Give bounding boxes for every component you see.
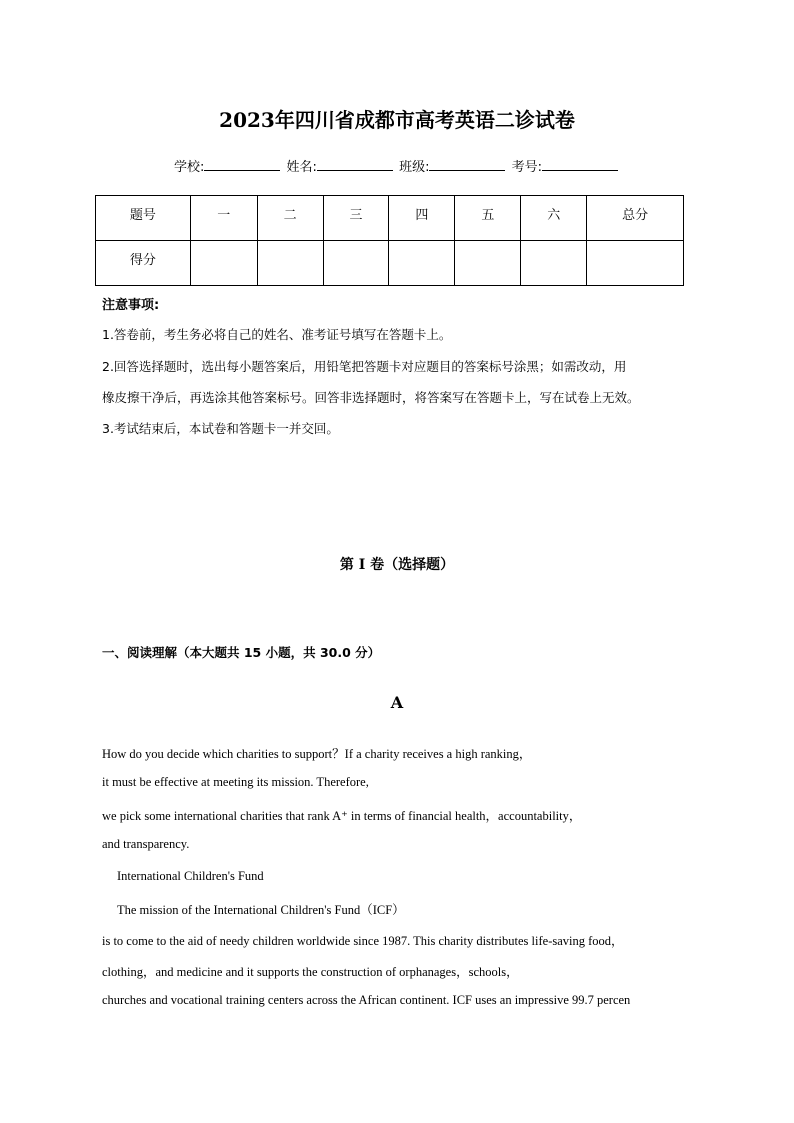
passage-line: and transparency. (102, 837, 190, 851)
passage-line: The mission of the International Children's Fund（ICF） (117, 903, 405, 917)
score-table-score-row (96, 241, 684, 286)
part-title: 第 I 卷（选择题） (339, 557, 455, 573)
class-label: 班级: (399, 160, 430, 175)
notice-item: 1.答卷前，考生务必将自己的姓名、准考证号填写在答题卡上。 (102, 327, 452, 342)
header-cell: 题号 (96, 196, 191, 241)
header-cell: 一 (190, 196, 257, 241)
notice-heading: 注意事项: (102, 298, 160, 313)
passage-letter: A (390, 693, 404, 712)
score-cell[interactable] (257, 241, 323, 286)
header-cell: 五 (455, 196, 521, 241)
name-blank[interactable] (317, 158, 393, 171)
score-row-label: 得分 (96, 241, 191, 286)
header-cell: 二 (257, 196, 323, 241)
score-table (95, 195, 684, 286)
exam-no-label: 考号: (511, 160, 542, 175)
score-cell[interactable] (190, 241, 257, 286)
notice-item: 3.考试结束后，本试卷和答题卡一并交回。 (102, 421, 339, 436)
notice-item: 2.回答选择题时，选出每小题答案后，用铅笔把答题卡对应题目的答案标号涂黑；如需改动，用 (102, 359, 627, 374)
student-info-fields (0, 156, 794, 175)
score-cell[interactable] (521, 241, 587, 286)
passage-line: churches and vocational training centers across the African continent. ICF uses an impressive 99.7 percen (102, 993, 631, 1007)
passage-heading: International Children's Fund (117, 869, 264, 883)
header-cell: 总分 (587, 196, 684, 241)
passage-line: it must be effective at meeting its mission. Therefore, (102, 775, 369, 789)
notice-item: 橡皮擦干净后，再选涂其他答案标号。回答非选择题时，将答案写在答题卡上，写在试卷上无效。 (102, 390, 640, 405)
exam-no-blank[interactable] (542, 158, 618, 171)
header-cell: 六 (521, 196, 587, 241)
score-cell[interactable] (389, 241, 455, 286)
passage-line: clothing，and medicine and it supports the construction of orphanages，schools， (102, 965, 519, 979)
score-cell[interactable] (455, 241, 521, 286)
header-cell: 四 (389, 196, 455, 241)
score-cell[interactable] (323, 241, 389, 286)
name-label: 姓名: (286, 160, 317, 175)
score-table-header-row (96, 196, 684, 241)
passage-line: is to come to the aid of needy children worldwide since 1987. This charity distributes life-saving food， (102, 934, 624, 948)
passage-line: we pick some international charities that rank A⁺ in terms of financial health，accountability， (102, 809, 582, 823)
passage-line: How do you decide which charities to support？If a charity receives a high ranking， (102, 747, 532, 761)
school-blank[interactable] (204, 158, 280, 171)
section-title: 一、阅读理解（本大题共 15 小题，共 30.0 分） (102, 645, 381, 660)
header-cell: 三 (323, 196, 389, 241)
score-cell[interactable] (587, 241, 684, 286)
class-blank[interactable] (429, 158, 505, 171)
school-label: 学校: (174, 160, 205, 175)
page-title: 2023年四川省成都市高考英语二诊试卷 (219, 108, 575, 132)
